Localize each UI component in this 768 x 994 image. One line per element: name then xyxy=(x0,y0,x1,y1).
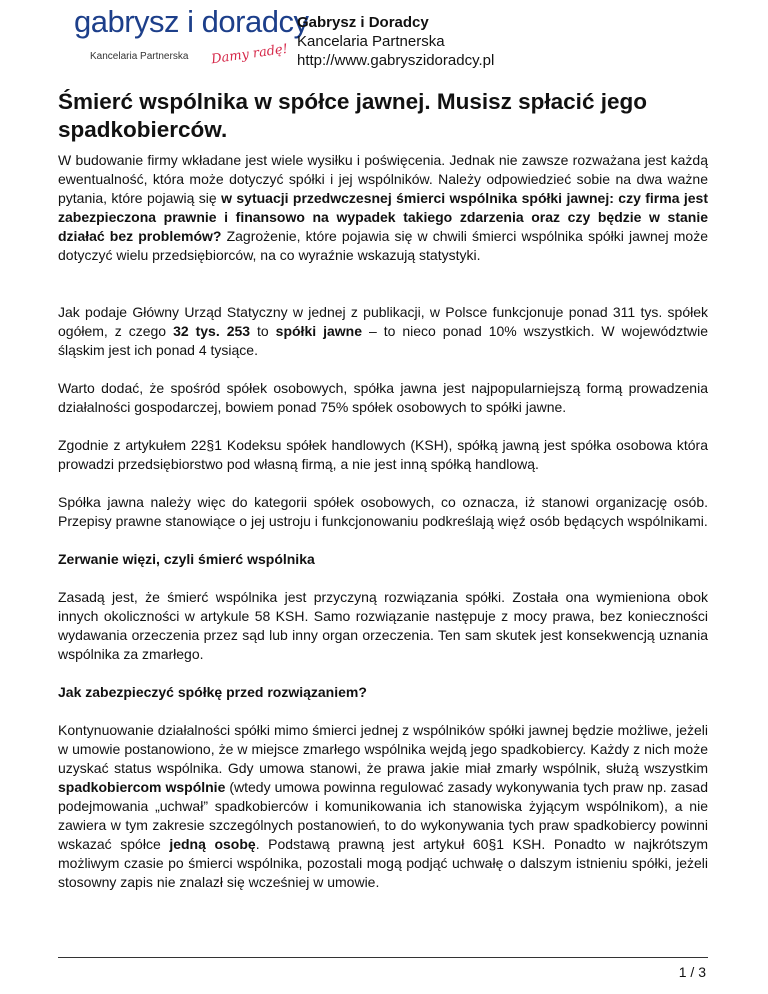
p7-text-2: (wtedy umowa powinna regulować zasady wykonywania tych praw np. zasad podejmowania „uchwał” spadkobierców i komunikowania ich stanowiska żyjącym wspólnikom), a nie zawiera w tym zakresie szczególnych postanowień, to do wykonywania tych praw spadkobiercy powinni wskazać spółce xyxy=(58,779,708,852)
footer-divider xyxy=(58,957,708,958)
paragraph-4: Zgodnie z artykułem 22§1 Kodeksu spółek handlowych (KSH), spółką jawną jest spółka osobowa która prowadzi przedsiębiorstwo pod własną firmą, a nie jest inną spółką handlową. xyxy=(58,437,708,472)
stats-bold-count: 32 tys. 253 xyxy=(173,323,251,339)
stats-text-2: to xyxy=(250,323,276,339)
stats-text-3: – to nieco ponad 10% wszystkich. W województwie śląskim jest ich ponad 4 tysiące. xyxy=(58,323,708,358)
p7-text-3: . Podstawą prawną jest artykuł 60§1 KSH. Ponadto w najkrótszym możliwym czasie po śmierci wspólnika, pozostali mogą podjąć uchwałę o dalszym istnieniu spółki, jeżeli stosowny zapis nie znalazł się wcześniej w umowie. xyxy=(58,836,708,890)
section-heading-1: Zerwanie więzi, czyli śmierć wspólnika xyxy=(58,551,315,567)
p7-text-1: Kontynuowanie działalności spółki mimo śmierci jednej z wspólników spółki jawnej będzie możliwe, jeżeli w umowie postanowiono, że w miejsce zmarłego wspólnika wejdą jego spadkobiercy. Każdy z nich może uzyskać status wspólnika. Gdy umowa stanowi, że prawa jakie miał zmarły wspólnik, służą wszystkim xyxy=(58,722,708,776)
paragraph-3: Warto dodać, że spośród spółek osobowych, spółka jawna jest najpopularniejszą formą prowadzenia działalności gospodarczej, bowiem ponad 75% spółek osobowych to spółki jawne. xyxy=(58,380,708,415)
intro-text-1: W budowanie firmy wkładane jest wiele wysiłku i poświęcenia. Jednak nie zawsze rozważana jest każdą ewentualność, która może dotyczyć spółki i jej wspólników. Należy odpowiedzieć sobie na dwa ważne pytania, które pojawią się xyxy=(58,152,708,206)
p7-bold-1: spadkobiercom wspólnie xyxy=(58,779,226,795)
intro-bold: w sytuacji przedwczesnej śmierci wspólnika spółki jawnej: czy firma jest zabezpieczona prawnie i finansowo na wypadek takiego zdarzenia oraz czy będzie w stanie działać bez problemów? xyxy=(58,190,708,244)
logo-subtitle: Kancelaria Partnerska xyxy=(90,51,189,62)
company-logo xyxy=(58,4,309,76)
intro-text-2: Zagrożenie, które pojawia się w chwili śmierci wspólnika spółki jawnej może dotyczyć wielu przedsiębiorców, na co wyraźnie wskazują statystyki. xyxy=(58,228,709,263)
p7-bold-2: jedną osobę xyxy=(169,836,256,852)
stats-bold-type: spółki jawne xyxy=(275,323,362,339)
firm-info xyxy=(297,13,494,70)
stats-paragraph xyxy=(58,303,708,360)
intro-paragraph xyxy=(58,151,708,265)
stats-text-1: Jak podaje Główny Urząd Statyczny w jednej z publikacji, w Polsce funkcjonuje ponad 311 tys. spółek ogółem, z czego xyxy=(58,304,708,339)
article-body xyxy=(58,151,708,892)
paragraph-5: Spółka jawna należy więc do kategorii spółek osobowych, co oznacza, iż stanowi organizację osób. Przepisy prawne stanowiące o jej ustroju i funkcjonowaniu podkreślają więź osób będących wspólnikami. xyxy=(58,494,708,529)
firm-url: http://www.gabryszidoradcy.pl xyxy=(297,52,495,69)
article-title: Śmierć wspólnika w spółce jawnej. Musisz spłacić jego spadkobierców. xyxy=(58,89,647,142)
paragraph-6: Zasadą jest, że śmierć wspólnika jest przyczyną rozwiązania spółki. Została ona wymieniona obok innych okoliczności w artykule 58 KSH. Samo rozwiązanie następuje z mocy prawa, bez konieczności wydawania orzeczenia przez sąd lub inny organ orzeczenia. Ten sam skutek jest konsekwencją uznania wspólnika za zmarłego. xyxy=(58,589,708,662)
logo-tagline: Damy radę! xyxy=(210,41,289,68)
page-number: 1 / 3 xyxy=(678,964,706,980)
firm-name: Gabrysz i Doradcy xyxy=(297,14,429,31)
paragraph-7 xyxy=(58,721,708,892)
firm-subtitle: Kancelaria Partnerska xyxy=(297,33,445,50)
section-heading-2: Jak zabezpieczyć spółkę przed rozwiązaniem? xyxy=(58,684,367,700)
logo-brand: gabrysz i doradcy xyxy=(74,4,309,39)
